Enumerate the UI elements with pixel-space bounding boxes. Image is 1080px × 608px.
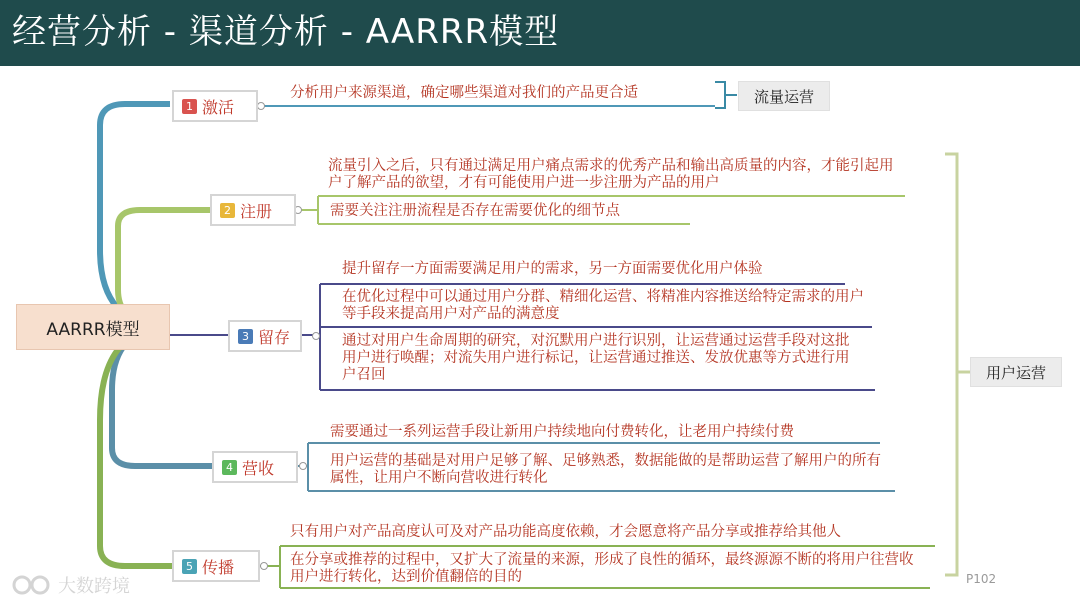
node-dot-3 bbox=[313, 333, 320, 340]
leaf-retention-2: 在优化过程中可以通过用户分群、精细化运营、将精准内容推送给特定需求的用户等手段来提高用户对产品的满意度 bbox=[342, 289, 864, 322]
branch-label-referral: 传播 bbox=[202, 557, 235, 577]
user-ops-tag[interactable]: 用户运营 bbox=[970, 357, 1062, 387]
number-badge-5: 5 bbox=[182, 559, 197, 574]
leaf-retention-1: 提升留存一方面需要满足用户的需求，另一方面需要优化用户体验 bbox=[342, 261, 763, 277]
branch-label-registration: 注册 bbox=[240, 201, 273, 221]
leaf-registration-2: 需要关注注册流程是否存在需要优化的细节点 bbox=[330, 203, 620, 219]
trunk-branch-1 bbox=[100, 104, 170, 327]
leaf-revenue-1: 需要通过一系列运营手段让新用户持续地向付费转化，让老用户持续付费 bbox=[330, 424, 794, 440]
branch-revenue[interactable] bbox=[212, 451, 298, 483]
page-title: 经营分析 - 渠道分析 - AARRR模型 bbox=[12, 12, 560, 52]
branch-referral[interactable] bbox=[172, 550, 260, 582]
leaf-referral-2: 在分享或推荐的过程中，又扩大了流量的来源，形成了良性的循环，最终源源不断的将用户往营收用户进行转化，达到价值翻倍的目的 bbox=[290, 552, 914, 585]
watermark-text: 大数跨境 bbox=[58, 576, 130, 597]
branch-label-revenue: 营收 bbox=[242, 458, 275, 478]
node-dot-1 bbox=[258, 103, 265, 110]
number-badge-1: 1 bbox=[182, 99, 197, 114]
number-badge-2: 2 bbox=[220, 203, 235, 218]
leaf-registration-1: 流量引入之后，只有通过满足用户痛点需求的优秀产品和输出高质量的内容，才能引起用户了解产品的欲望，才有可能使用户进一步注册为产品的用户 bbox=[328, 158, 894, 191]
leaf-referral-1: 只有用户对产品高度认可及对产品功能高度依赖，才会愿意将产品分享或推荐给其他人 bbox=[290, 524, 841, 540]
branch-activation[interactable] bbox=[172, 90, 258, 122]
leaf-revenue-2: 用户运营的基础是对用户足够了解、足够熟悉，数据能做的是帮助运营了解用户的所有属性，让用户不断向营收进行转化 bbox=[330, 453, 881, 486]
node-dot-5 bbox=[261, 563, 268, 570]
leaf-retention-3: 通过对用户生命周期的研究，对沉默用户进行识别，让运营通过运营手段对这批用户进行唤醒；对流失用户进行标记，让运营通过推送、发放优惠等方式进行用户召回 bbox=[342, 333, 850, 383]
number-badge-3: 3 bbox=[238, 329, 253, 344]
branch-1-bracket bbox=[715, 82, 737, 108]
user-ops-bracket bbox=[945, 154, 970, 575]
branch-label-retention: 留存 bbox=[258, 327, 291, 347]
node-dot-4 bbox=[300, 463, 307, 470]
leaf-activation-1: 分析用户来源渠道，确定哪些渠道对我们的产品更合适 bbox=[290, 85, 638, 101]
branch-label-activation: 激活 bbox=[202, 97, 235, 117]
watermark bbox=[10, 572, 130, 598]
page-number: P102 bbox=[966, 572, 997, 586]
root-node[interactable]: AARRR模型 bbox=[16, 304, 170, 350]
branch-registration[interactable] bbox=[210, 194, 296, 226]
number-badge-4: 4 bbox=[222, 460, 237, 475]
watermark-logo-icon bbox=[10, 573, 54, 597]
branch-retention[interactable] bbox=[228, 320, 302, 352]
traffic-ops-tag[interactable]: 流量运营 bbox=[738, 81, 830, 111]
